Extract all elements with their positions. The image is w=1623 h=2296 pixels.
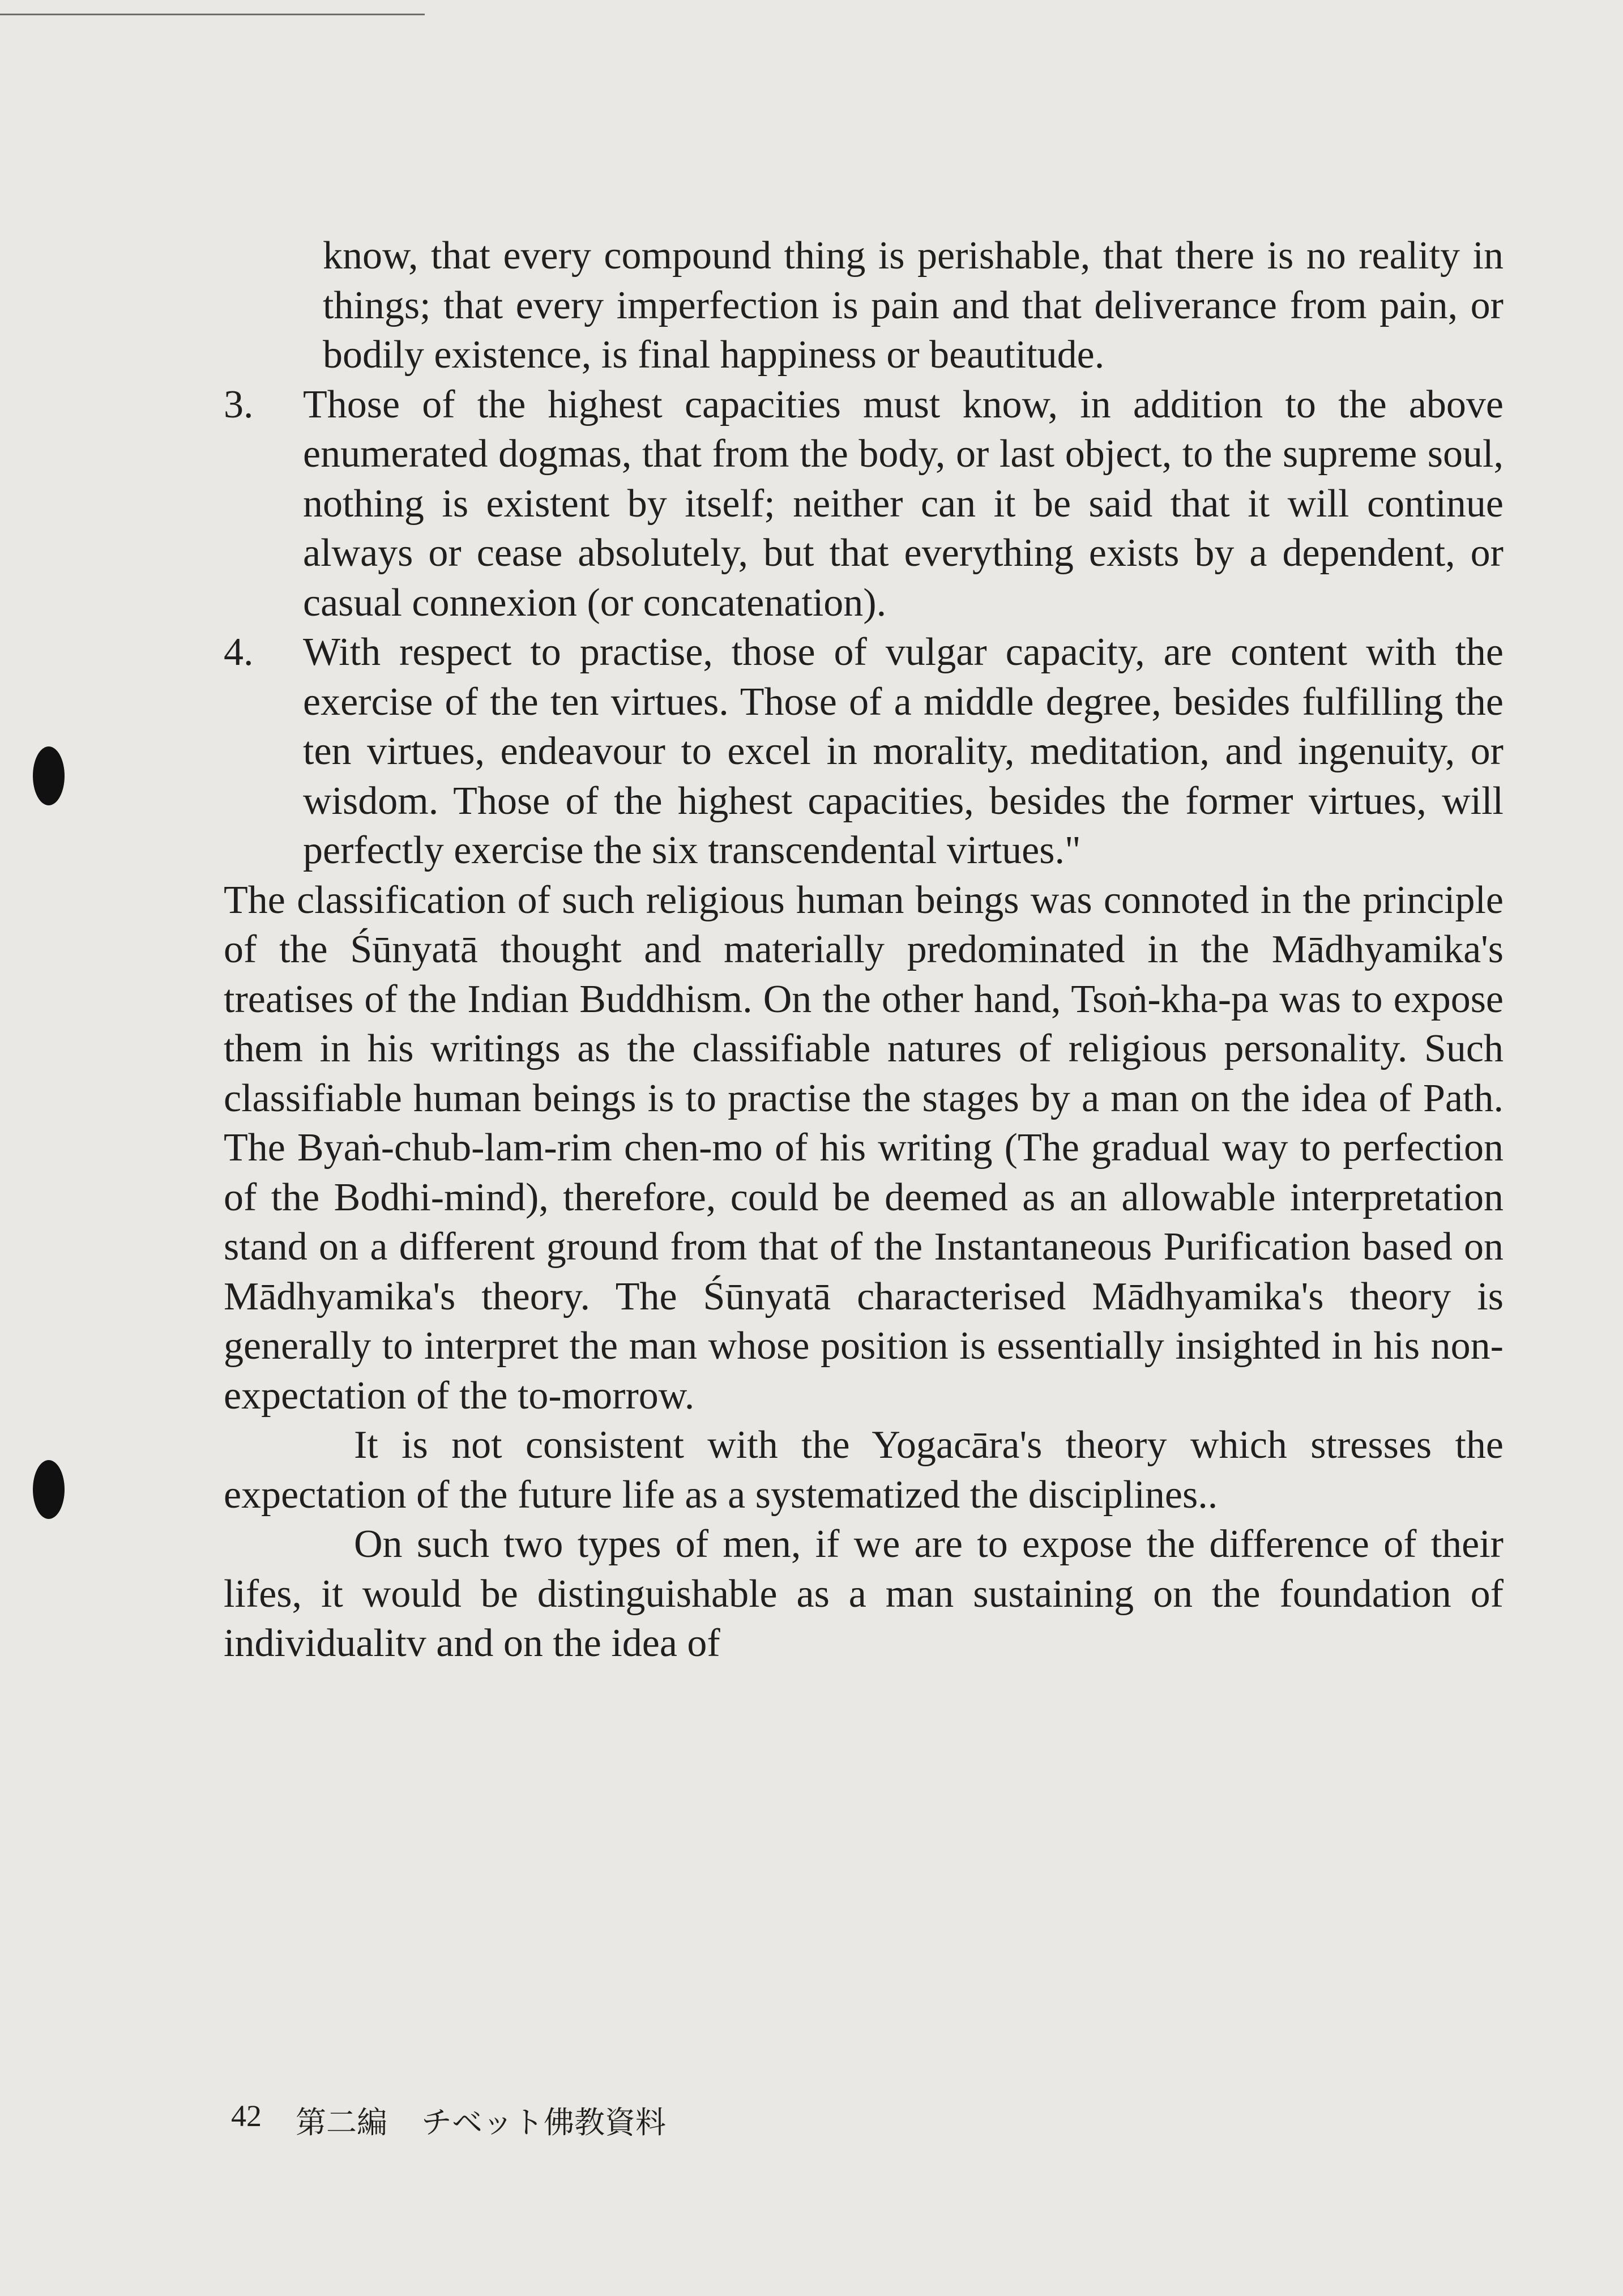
list-item-text: With respect to practise, those of vulgar capacity, are content with the exercise of the ten virtues. Those of a middle degree, besides fulfilling the ten virtues, endeavour to excel in morality, meditation, and ingenuity, or wisdom. Those of the highest capacities, besides the former virtues, will perfectly exercise the six transcendental virtues." — [303, 630, 1504, 872]
list-number: 3. — [224, 382, 254, 426]
body-paragraph: The classification of such religious human beings was connoted in the principle of the Śūnyatā thought and materially predominated in the Mādhyamika's treatises of the Indian Buddhism. On the other hand, Tsoṅ-kha-pa was to expose them in his writings as the classifiable natures of religious personality. Such classifiable human beings is to practise the stages by a man on the idea of Path. The Byaṅ-chub-lam-rim chen-mo of his writing (The gradual way to perfection of the Bodhi-mind), therefore, could be deemed as an allowable interpretation stand on a different ground from that of the Instantaneous Purification based on Mādhyamika's theory. The Śūnyatā characterised Mādhyamika's theory is generally to interpret the man whose position is essentially insighted in his non-expectation of the to-morrow. — [224, 878, 1504, 1418]
top-rule — [0, 14, 425, 15]
binding-hole-lower — [33, 1460, 65, 1519]
footer-part: 第二編 — [296, 2106, 387, 2140]
footer-title: チベット佛教資料 — [421, 2106, 666, 2140]
binding-hole-upper — [33, 746, 65, 805]
page-footer — [231, 2098, 666, 2142]
list-item-text: Those of the highest capacities must know, in addition to the above enumerated dogmas, that from the body, or last object, to the supreme soul, nothing is existent by itself; neither can it be said that it will continue always or cease absolutely, but that everything exists by a dependent, or casual connexion (or concatenation). — [303, 382, 1504, 625]
body-paragraph: On such two types of men, if we are to expose the difference of their lifes, it would be distinguishable as a man sustaining on the foundation of individualitv and on the idea of — [224, 1522, 1504, 1665]
page-body — [224, 231, 1504, 1668]
list-item-4 — [224, 628, 1504, 876]
body-paragraph: It is not consistent with the Yogacāra's theory which stresses the expectation of the future life as a systematized the disciplines.. — [224, 1423, 1504, 1517]
list-number: 4. — [224, 630, 254, 674]
continuation-paragraph: know, that every compound thing is perishable, that there is no reality in things; that every imperfection is pain and that deliverance from pain, or bodily existence, is final happiness or beautitude. — [323, 234, 1504, 377]
page-number: 42 — [231, 2099, 262, 2133]
list-item-3 — [224, 380, 1504, 628]
